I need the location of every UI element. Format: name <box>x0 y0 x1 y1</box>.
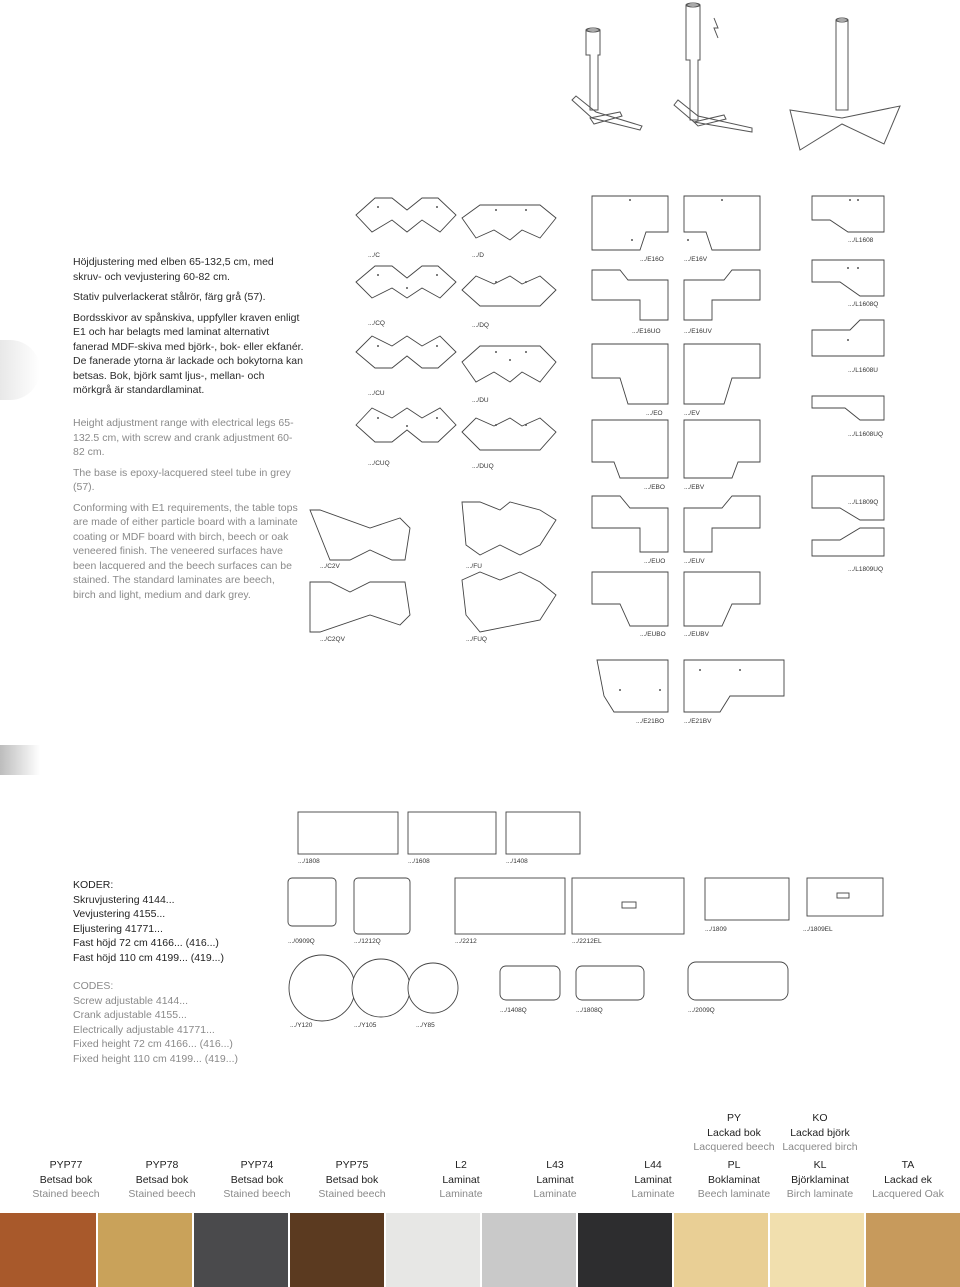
finish-name-sv: Laminat <box>634 1173 672 1186</box>
label-l1608: .../L1608 <box>848 237 874 244</box>
label-1212q: .../1212Q <box>354 938 381 945</box>
finish-code: PL <box>727 1159 741 1171</box>
label-l1608q: .../L1608Q <box>848 301 879 308</box>
label-fuq: .../FUQ <box>466 636 487 643</box>
label-2212: .../2212 <box>455 938 477 945</box>
finish-name-sv: Betsad bok <box>230 1173 284 1186</box>
finish-name-en: Beech laminate <box>697 1188 771 1200</box>
finish-name-sv: Laminat <box>536 1173 574 1186</box>
finish-swatch-ta <box>866 1213 960 1287</box>
codes-sv-line: Skruvjustering 4144... <box>73 893 175 906</box>
label-ebo: .../EBO <box>644 484 665 491</box>
label-du: .../DU <box>472 397 489 404</box>
finish-swatch-pyp77 <box>0 1213 96 1287</box>
label-1808: .../1808 <box>298 858 320 865</box>
label-l1608u: .../L1608U <box>848 367 878 374</box>
finish-label <box>772 1158 868 1202</box>
codes-sv <box>73 878 224 965</box>
finish-code: KL <box>813 1159 827 1171</box>
label-y120: .../Y120 <box>290 1022 313 1029</box>
codes-sv-heading: KODER: <box>73 879 114 891</box>
finish-code: L44 <box>644 1159 662 1171</box>
en-paragraph-2: The base is epoxy-lacquered steel tube in grey (57). <box>73 466 291 493</box>
codes-sv-line: Vevjustering 4155... <box>73 908 166 920</box>
sv-paragraph-3: Bordsskivor av spånskiva, uppfyller kraven enligt E1 och har belagts med laminat alternativt fanerad MDF-skiva med björk-, bok- eller ekfanér. De fanerade ytorna är lackade och bokytorna kan betsas. Bok, björk samt ljus-, mellan- och mörkgrå är standardlaminat. <box>73 311 304 396</box>
finish-name-en: Laminate <box>631 1188 675 1200</box>
label-c2qv: .../C2QV <box>320 636 345 643</box>
finish-code: PY <box>726 1112 741 1124</box>
label-e16v: .../E16V <box>684 256 708 263</box>
label-dq: .../DQ <box>472 322 489 329</box>
codes-sv-line: Fast höjd 110 cm 4199... (419...) <box>73 951 224 964</box>
label-e16o: .../E16O <box>640 256 664 263</box>
finish-name-en: Laminate <box>533 1188 577 1200</box>
finish-code: PYP75 <box>335 1159 369 1171</box>
label-l1809q: .../L1809Q <box>848 499 879 506</box>
label-1809el: .../1809EL <box>803 926 833 933</box>
finish-top-py <box>686 1111 782 1155</box>
finish-label <box>18 1158 114 1202</box>
finish-name-sv: Laminat <box>442 1173 480 1186</box>
sv-paragraph-2: Stativ pulverlackerat stålrör, färg grå (57). <box>73 291 266 303</box>
label-0909q: .../0909Q <box>288 938 315 945</box>
finish-code: PYP77 <box>49 1159 83 1171</box>
label-y85: .../Y85 <box>416 1022 435 1029</box>
finish-code: PYP74 <box>240 1159 274 1171</box>
codes-en-line: Electrically adjustable 41771... <box>73 1023 215 1036</box>
label-e16uo: .../E16UO <box>632 328 661 335</box>
finish-name-sv: Boklaminat <box>708 1173 760 1186</box>
finish-name-en: Laminate <box>439 1188 483 1200</box>
label-eo: .../EO <box>646 410 663 417</box>
finish-swatch-pyp74 <box>194 1213 288 1287</box>
finish-code: TA <box>901 1159 915 1171</box>
finish-name-en: Stained beech <box>318 1188 386 1200</box>
label-eubv: .../EUBV <box>684 631 709 638</box>
codes-en-line: Crank adjustable 4155... <box>73 1009 187 1021</box>
label-c: .../C <box>368 252 380 259</box>
finish-name-sv: Lackad björk <box>790 1126 850 1139</box>
finish-swatch-l2 <box>386 1213 480 1287</box>
label-1608: .../1608 <box>408 858 430 865</box>
label-1408: .../1408 <box>506 858 528 865</box>
label-e16uv: .../E16UV <box>684 328 712 335</box>
finish-name-en: Stained beech <box>32 1188 100 1200</box>
label-y105: .../Y105 <box>354 1022 377 1029</box>
codes-en-heading: CODES: <box>73 980 114 992</box>
label-ebv: .../EBV <box>684 484 705 491</box>
finish-code: L43 <box>546 1159 564 1171</box>
finish-top-ko <box>772 1111 868 1155</box>
codes-en-line: Fixed height 72 cm 4166... (416...) <box>73 1038 233 1050</box>
label-eubo: .../EUBO <box>640 631 666 638</box>
finish-label <box>856 1158 960 1202</box>
finish-label <box>413 1158 509 1202</box>
codes-sv-line: Eljustering 41771... <box>73 922 163 935</box>
finish-name-sv: Björklaminat <box>791 1173 849 1186</box>
label-cu: .../CU <box>368 390 385 397</box>
en-paragraph-1: Height adjustment range with electrical legs 65-132.5 cm, with screw and crank adjustment 60-82 cm. <box>73 417 294 458</box>
label-d: .../D <box>472 252 484 259</box>
sv-paragraph-1: Höjdjustering med elben 65-132,5 cm, med skruv- och vevjustering 60-82 cm. <box>73 256 274 283</box>
finish-label <box>507 1158 603 1202</box>
label-e21bv: .../E21BV <box>684 718 712 725</box>
en-paragraph-3: Conforming with E1 requirements, the table tops are made of either particle board with a laminate coating or MDF board with birch, beech or oak veneered finish. The veneered surfaces have been lacquered and the beech surfaces can be stained. The standard laminates are beech, birch and light, medium and dark grey. <box>73 501 298 601</box>
finish-name-en: Birch laminate <box>786 1188 854 1200</box>
finish-label <box>686 1158 782 1202</box>
label-cuq: .../CUQ <box>368 460 390 467</box>
finish-name-en: Stained beech <box>223 1188 291 1200</box>
label-l1809uq: .../L1809UQ <box>848 566 884 573</box>
label-euv: .../EUV <box>684 558 705 565</box>
label-cq: .../CQ <box>368 320 385 327</box>
label-1408q: .../1408Q <box>500 1007 527 1014</box>
label-l1608uq: .../L1608UQ <box>848 431 884 438</box>
label-ev: .../EV <box>684 410 700 417</box>
finish-swatch-l44 <box>578 1213 672 1287</box>
finish-name-sv: Betsad bok <box>39 1173 93 1186</box>
label-2009q: .../2009Q <box>688 1007 715 1014</box>
finish-name-en: Lacquered beech <box>693 1141 775 1153</box>
finish-swatch-kl <box>770 1213 864 1287</box>
finish-name-en: Lacquered Oak <box>872 1188 944 1200</box>
finish-label <box>209 1158 305 1202</box>
finish-code: KO <box>812 1112 828 1124</box>
finish-swatch-pyp78 <box>98 1213 192 1287</box>
finish-name-sv: Lackad ek <box>884 1173 932 1186</box>
finish-name-sv: Betsad bok <box>135 1173 189 1186</box>
finish-name-sv: Betsad bok <box>325 1173 379 1186</box>
label-c2v: .../C2V <box>320 563 340 570</box>
label-1809: .../1809 <box>705 926 727 933</box>
codes-en-line: Screw adjustable 4144... <box>73 994 188 1007</box>
label-fu: .../FU <box>466 563 482 570</box>
label-duq: .../DUQ <box>472 463 494 470</box>
finish-label <box>304 1158 400 1202</box>
finish-code: PYP78 <box>145 1159 179 1171</box>
finish-code: L2 <box>455 1159 467 1171</box>
finish-swatch-pl <box>674 1213 768 1287</box>
finish-name-en: Lacquered birch <box>782 1141 858 1153</box>
codes-sv-line: Fast höjd 72 cm 4166... (416...) <box>73 937 219 949</box>
finish-swatch-pyp75 <box>290 1213 384 1287</box>
finish-name-en: Stained beech <box>128 1188 196 1200</box>
codes-en <box>73 979 238 1066</box>
codes-en-line: Fixed height 110 cm 4199... (419...) <box>73 1052 238 1065</box>
label-1808q: .../1808Q <box>576 1007 603 1014</box>
finish-label <box>114 1158 210 1202</box>
label-e21bo: .../E21BO <box>636 718 665 725</box>
finish-swatch-l43 <box>482 1213 576 1287</box>
label-2212el: .../2212EL <box>572 938 602 945</box>
label-euo: .../EUO <box>644 558 666 565</box>
finish-name-sv: Lackad bok <box>707 1126 761 1139</box>
